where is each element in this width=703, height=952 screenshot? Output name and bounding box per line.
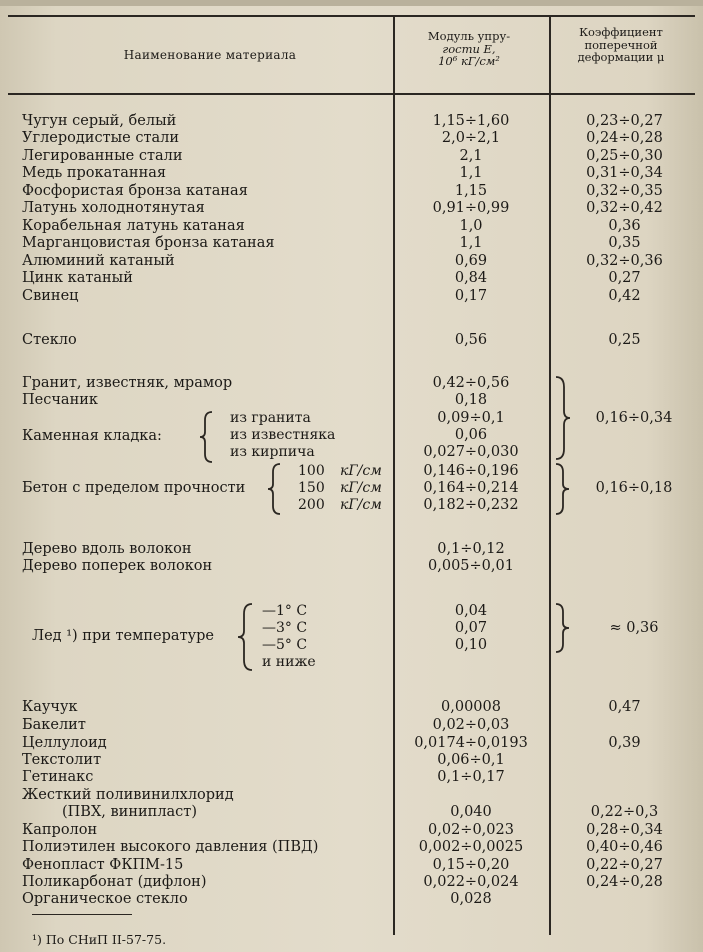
row-modulus: 0,06÷0,1: [437, 752, 505, 768]
row-coefficient: 0,22÷0,27: [586, 857, 663, 873]
row-coefficient: 0,36: [608, 218, 641, 234]
row-coefficient: 0,28÷0,34: [586, 822, 663, 838]
footnote-rule: [32, 914, 132, 915]
row-modulus: 0,69: [454, 253, 488, 269]
masonry-brace-icon: [198, 410, 214, 464]
concrete-modulus: 0,146÷0,196: [423, 463, 519, 479]
granite-name: Гранит, известняк, мрамор: [22, 375, 233, 391]
masonry-sub: из известняка: [230, 427, 336, 443]
header-modulus: [407, 30, 531, 68]
row-name: Медь прокатанная: [22, 165, 167, 181]
row-name: Гетинакс: [22, 769, 94, 785]
row-name: Цинк катаный: [22, 270, 133, 286]
wood-modulus: 0,1÷0,12: [437, 541, 505, 557]
ice-modulus: 0,07: [454, 620, 488, 636]
row-coefficient: 0,31÷0,34: [586, 165, 663, 181]
header-coefficient-line2: поперечной: [584, 37, 658, 52]
row-name: Марганцовистая бронза катаная: [22, 235, 275, 251]
concrete-unit: кГ/см: [340, 497, 382, 513]
masonry-label: Каменная кладка:: [22, 428, 162, 444]
row-modulus: 1,0: [459, 218, 483, 234]
row-coefficient: 0,40÷0,46: [586, 839, 663, 855]
masonry-modulus: 0,09÷0,1: [437, 410, 505, 426]
row-name: Фенопласт ФКПМ-15: [22, 857, 184, 873]
ice-temperature: —1° C: [262, 603, 308, 619]
row-modulus: 0,0174÷0,0193: [414, 735, 528, 751]
header-name: Наименование материала: [123, 48, 297, 62]
concrete-brace-icon: [266, 462, 282, 516]
header-top-rule: [8, 15, 695, 17]
masonry-sub: из гранита: [230, 410, 311, 426]
concrete-strength: 200: [298, 497, 325, 513]
row-name: (ПВХ, винипласт): [62, 804, 197, 820]
row-name: Полиэтилен высокого давления (ПВД): [22, 839, 319, 855]
stone-group-brace-icon: [554, 375, 572, 461]
row-modulus: 0,002÷0,0025: [418, 839, 524, 855]
row-coefficient: 0,24÷0,28: [586, 874, 663, 890]
header-modulus-line1: Модуль упру-: [427, 29, 511, 43]
row-coefficient: 0,32÷0,42: [586, 200, 663, 216]
masonry-modulus: 0,06: [454, 427, 488, 443]
wood-modulus: 0,005÷0,01: [428, 558, 514, 574]
row-name: Поликарбонат (дифлон): [22, 874, 207, 890]
row-modulus: 0,91÷0,99: [432, 200, 510, 216]
concrete-label: Бетон с пределом прочности: [22, 480, 246, 496]
column-divider-2: [549, 15, 551, 935]
row-name: Корабельная латунь катаная: [22, 218, 245, 234]
wood-name: Дерево вдоль волокон: [22, 541, 192, 557]
row-name: Капролон: [22, 822, 98, 838]
row-name: Углеродистые стали: [22, 130, 180, 146]
row-name: Каучук: [22, 699, 78, 715]
row-modulus: 0,022÷0,024: [423, 874, 519, 890]
row-name: Целлулоид: [22, 735, 107, 751]
header-modulus-line2: гости E,: [442, 41, 496, 56]
ice-temperature: и ниже: [262, 654, 316, 670]
concrete-strength: 100: [298, 463, 325, 479]
ice-brace-icon: [236, 602, 254, 672]
row-name: Алюминий катаный: [22, 253, 175, 269]
header-modulus-line3: 10⁶ кГ/см²: [438, 54, 500, 68]
wood-name: Дерево поперек волокон: [22, 558, 213, 574]
row-coefficient: 0,25÷0,30: [586, 148, 663, 164]
masonry-modulus: 0,027÷0,030: [423, 444, 519, 460]
stone-group-coefficient: 0,16÷0,34: [595, 410, 673, 426]
row-modulus: 0,02÷0,03: [432, 717, 510, 733]
glass-coefficient: 0,25: [608, 332, 641, 348]
granite-modulus: 0,42÷0,56: [432, 375, 510, 391]
footnote: ¹) По СНиП II-57-75.: [32, 932, 167, 947]
row-name: Латунь холоднотянутая: [22, 200, 205, 216]
row-coefficient: 0,24÷0,28: [586, 130, 663, 146]
top-edge: [0, 0, 703, 6]
row-modulus: 0,15÷0,20: [432, 857, 510, 873]
header-coefficient-line3: деформации μ: [577, 50, 665, 64]
row-coefficient: 0,47: [608, 699, 641, 715]
row-modulus: 2,0÷2,1: [441, 130, 501, 146]
concrete-coefficient-brace-icon: [554, 462, 572, 516]
row-modulus: 0,1÷0,17: [437, 769, 505, 785]
concrete-unit: кГ/см: [340, 463, 382, 479]
row-coefficient: 0,32÷0,35: [586, 183, 663, 199]
header-coefficient: [552, 26, 690, 64]
row-name: Органическое стекло: [22, 891, 188, 907]
concrete-strength: 150: [298, 480, 325, 496]
row-name: Чугун серый, белый: [22, 113, 177, 129]
concrete-modulus: 0,182÷0,232: [423, 497, 519, 513]
row-coefficient: 0,27: [608, 270, 641, 286]
row-name: Легированные стали: [22, 148, 183, 164]
ice-coefficient-brace-icon: [554, 602, 572, 654]
row-name: Свинец: [22, 288, 79, 304]
ice-temperature: —3° C: [262, 620, 308, 636]
sandstone-modulus: 0,18: [454, 392, 488, 408]
row-modulus: 1,15: [454, 183, 488, 199]
row-name: Жесткий поливинилхлорид: [22, 787, 234, 803]
sandstone-name: Песчаник: [22, 392, 98, 408]
concrete-modulus: 0,164÷0,214: [423, 480, 519, 496]
ice-coefficient: ≈ 0,36: [609, 620, 659, 636]
glass-modulus: 0,56: [454, 332, 488, 348]
concrete-unit: кГ/см: [340, 480, 382, 496]
row-name: Бакелит: [22, 717, 86, 733]
ice-label: Лед ¹) при температуре: [32, 628, 214, 644]
row-modulus: 0,028: [450, 891, 492, 907]
header-bottom-rule: [8, 93, 695, 95]
ice-modulus: 0,10: [454, 637, 488, 653]
row-modulus: 0,040: [450, 804, 492, 820]
row-modulus: 0,84: [454, 270, 488, 286]
glass-name: Стекло: [22, 332, 77, 348]
row-coefficient: 0,22÷0,3: [590, 804, 659, 820]
row-modulus: 1,1: [459, 235, 483, 251]
row-modulus: 2,1: [459, 148, 483, 164]
ice-temperature: —5° C: [262, 637, 308, 653]
row-modulus: 1,15÷1,60: [432, 113, 510, 129]
row-name: Текстолит: [22, 752, 102, 768]
masonry-sub: из кирпича: [230, 444, 315, 460]
row-modulus: 0,02÷0,023: [428, 822, 514, 838]
row-coefficient: 0,42: [608, 288, 641, 304]
row-modulus: 0,17: [454, 288, 488, 304]
row-coefficient: 0,23÷0,27: [586, 113, 663, 129]
row-coefficient: 0,35: [608, 235, 641, 251]
row-name: Фосфористая бронза катаная: [22, 183, 248, 199]
row-coefficient: 0,39: [608, 735, 641, 751]
concrete-coefficient: 0,16÷0,18: [595, 480, 673, 496]
row-modulus: 0,00008: [441, 699, 501, 715]
row-coefficient: 0,32÷0,36: [586, 253, 663, 269]
ice-modulus: 0,04: [454, 603, 488, 619]
row-modulus: 1,1: [459, 165, 483, 181]
header-coefficient-line1: Коэффициент: [579, 25, 663, 39]
